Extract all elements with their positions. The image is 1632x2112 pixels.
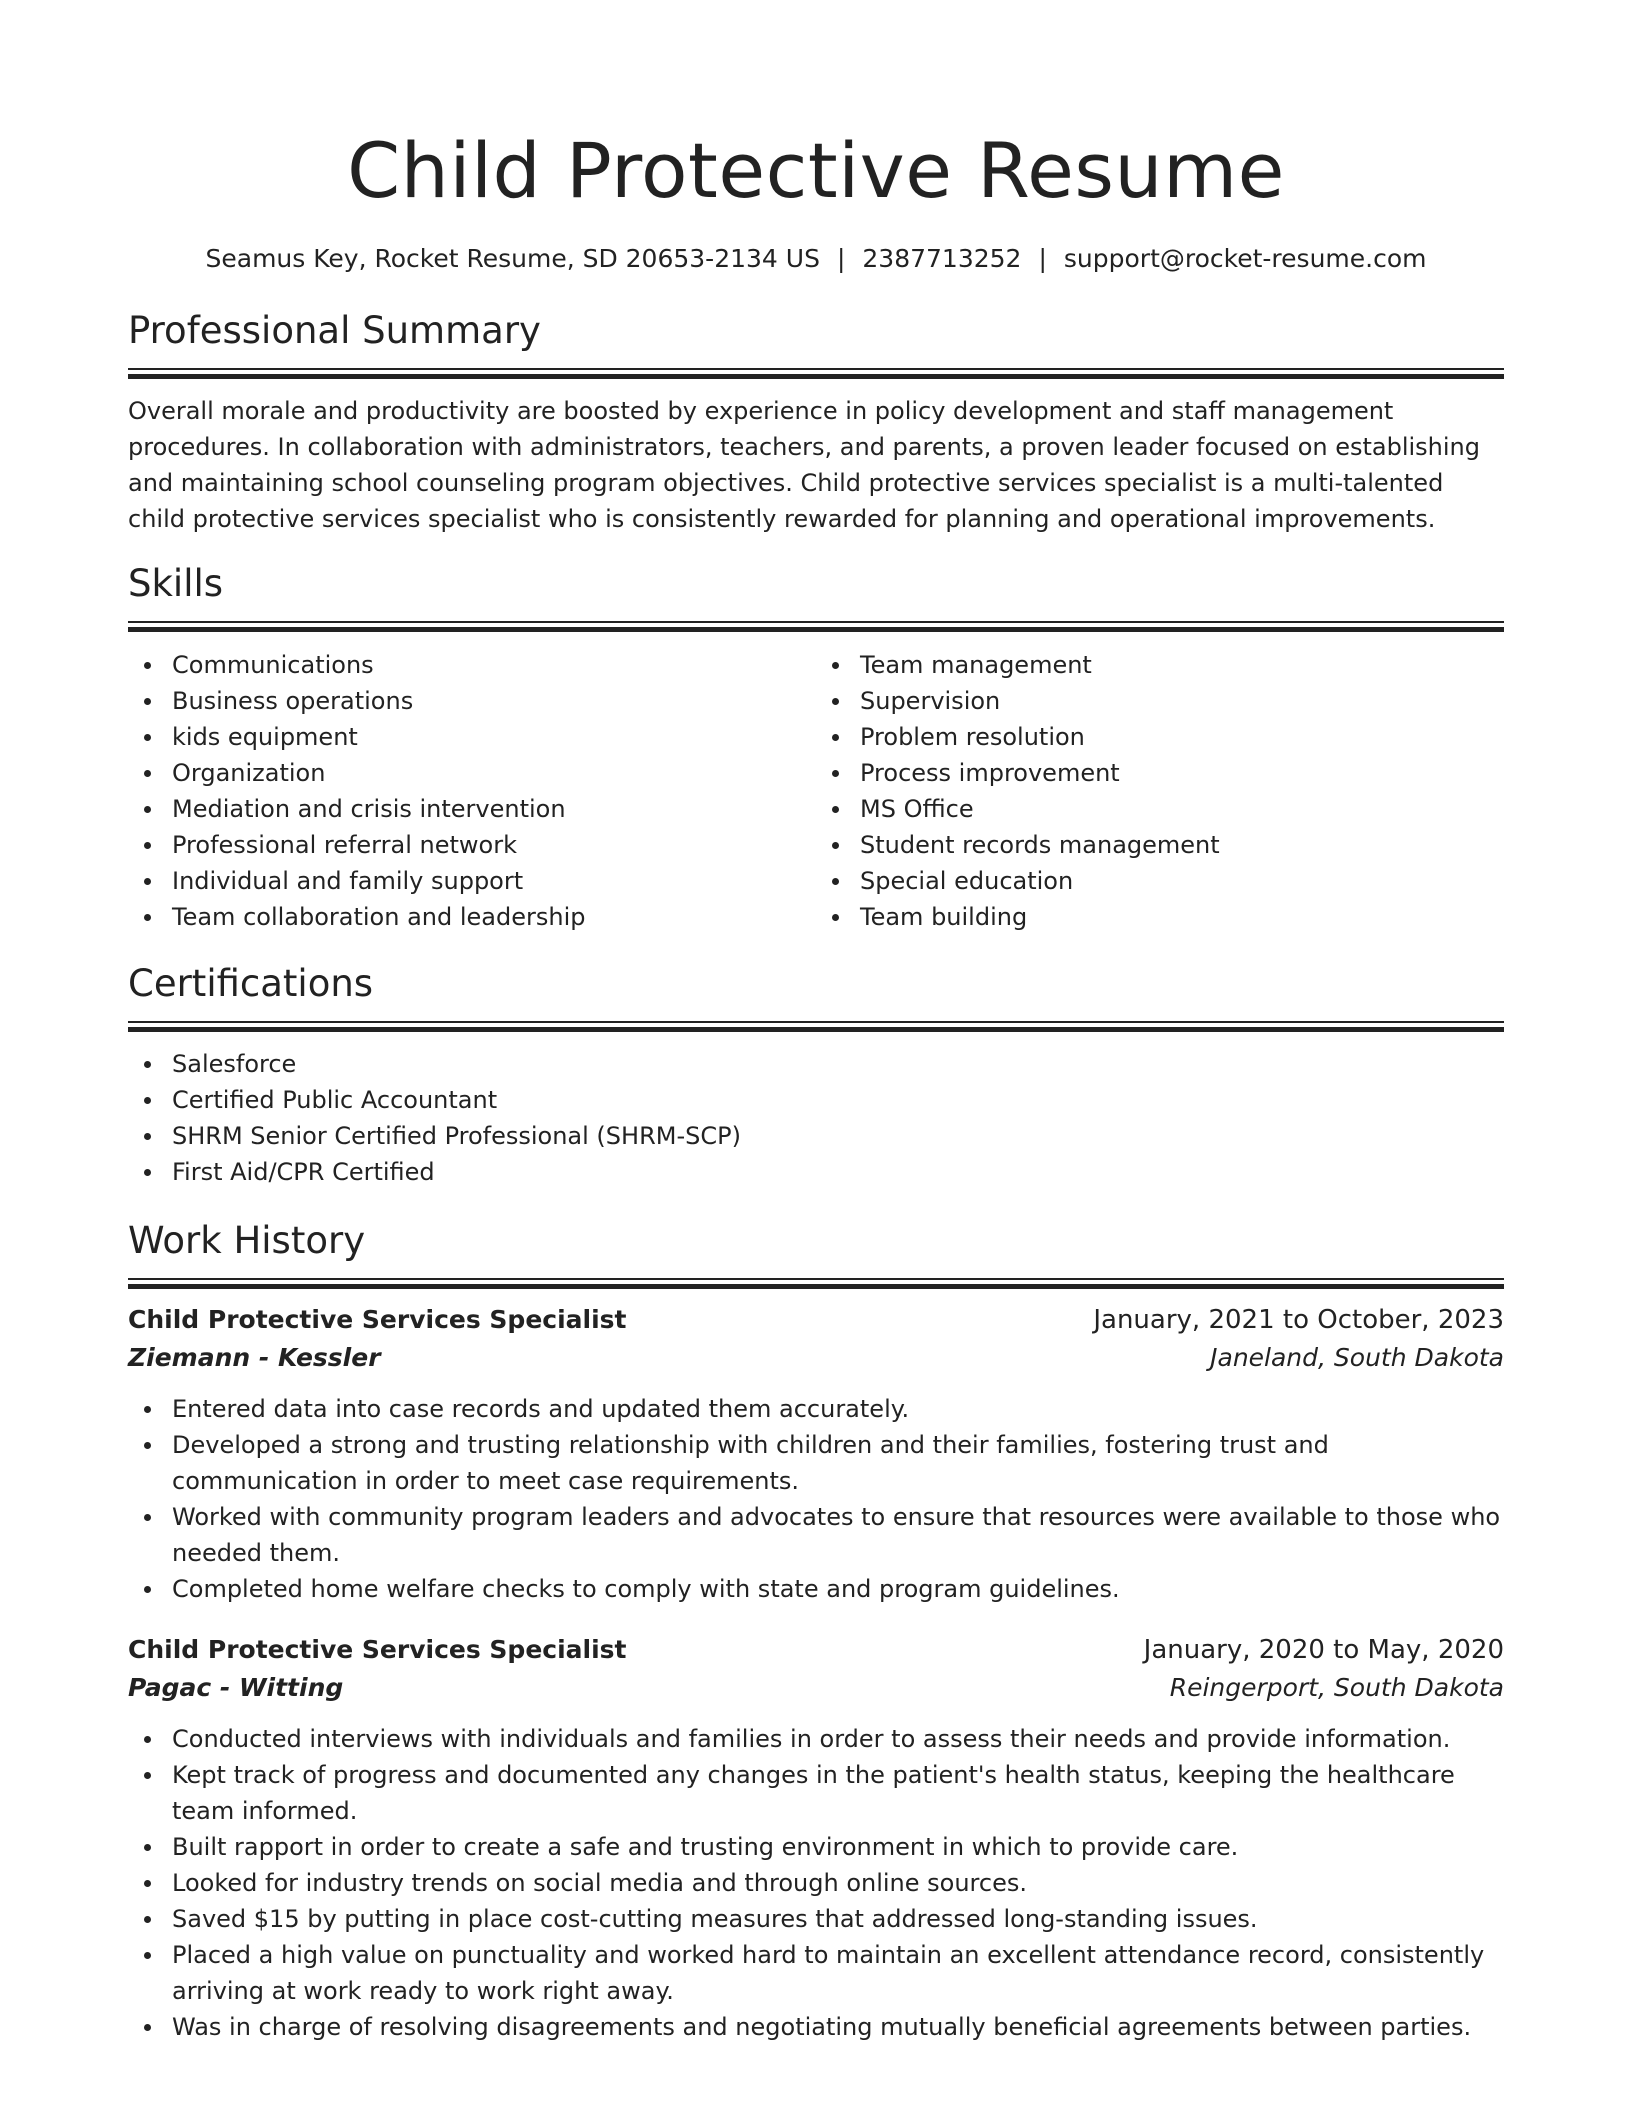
certification-item: Salesforce: [172, 1046, 1504, 1082]
certification-item: SHRM Senior Certified Professional (SHRM-SCP): [172, 1118, 1504, 1154]
job-duty: Conducted interviews with individuals and families in order to assess their needs and provide information.: [172, 1721, 1504, 1757]
contact-separator: |: [836, 244, 846, 273]
contact-line: [128, 242, 1504, 276]
skill-item: Business operations: [172, 683, 816, 719]
section-divider: [128, 621, 1504, 630]
contact-address: Seamus Key, Rocket Resume, SD 20653-2134 US: [205, 244, 820, 273]
job-duties: [128, 1391, 1504, 1607]
job-header: [128, 1631, 1504, 1669]
job-duty: Placed a high value on punctuality and worked hard to maintain an excellent attendance record, consistently arriving at work ready to work right away.: [172, 1937, 1504, 2009]
section-divider: [128, 1021, 1504, 1030]
skills-section: [128, 559, 1504, 935]
job-header: [128, 1301, 1504, 1339]
summary-section: [128, 306, 1504, 537]
skill-item: kids equipment: [172, 719, 816, 755]
certifications-heading: Certifications: [128, 962, 374, 1005]
job-title: Child Protective Services Specialist: [128, 1305, 627, 1334]
job-dates: January, 2021 to October, 2023: [1093, 1305, 1504, 1335]
job-duty: Was in charge of resolving disagreements and negotiating mutually beneficial agreements between parties.: [172, 2009, 1504, 2045]
certifications-section: [128, 959, 1504, 1190]
section-divider: [128, 1278, 1504, 1287]
job-location: Reingerport, South Dakota: [1169, 1673, 1504, 1702]
skill-item: Professional referral network: [172, 827, 816, 863]
job-duties: [128, 1721, 1504, 2045]
resume-title: Child Protective Resume: [347, 126, 1285, 215]
skills-heading: Skills: [128, 562, 224, 605]
job-subheader: [128, 1669, 1504, 1707]
work-history-heading: Work History: [128, 1219, 366, 1262]
summary-heading: Professional Summary: [128, 309, 541, 352]
skills-grid: [128, 647, 1504, 935]
contact-separator: |: [1038, 244, 1047, 273]
skill-item: MS Office: [860, 791, 1504, 827]
job-duty: Entered data into case records and updated them accurately.: [172, 1391, 1504, 1427]
job-entry: [128, 1301, 1504, 1607]
summary-text: Overall morale and productivity are boosted by experience in policy development and staff management procedures. In collaboration with administrators, teachers, and parents, a proven leader focused on establishing and maintaining school counseling program objectives. Child protective services specialist is a multi-talented child protective services specialist who is consistently rewarded for planning and operational improvements.: [128, 397, 1481, 533]
job-company: Ziemann - Kessler: [128, 1343, 381, 1372]
work-history-section: [128, 1216, 1504, 2045]
job-company: Pagac - Witting: [128, 1673, 344, 1702]
contact-phone: 2387713252: [862, 244, 1022, 273]
job-location: Janeland, South Dakota: [1210, 1343, 1504, 1372]
skill-item: Communications: [172, 647, 816, 683]
skill-item: Mediation and crisis intervention: [172, 791, 816, 827]
skill-item: Team collaboration and leadership: [172, 899, 816, 935]
job-duty: Completed home welfare checks to comply with state and program guidelines.: [172, 1571, 1504, 1607]
skill-item: Team management: [860, 647, 1504, 683]
skill-item: Team building: [860, 899, 1504, 935]
job-subheader: [128, 1339, 1504, 1377]
job-duty: Looked for industry trends on social media and through online sources.: [172, 1865, 1504, 1901]
certification-item: First Aid/CPR Certified: [172, 1154, 1504, 1190]
job-duty: Built rapport in order to create a safe and trusting environment in which to provide care.: [172, 1829, 1504, 1865]
certification-item: Certified Public Accountant: [172, 1082, 1504, 1118]
contact-email: support@rocket-resume.com: [1063, 244, 1427, 273]
skill-item: Problem resolution: [860, 719, 1504, 755]
skill-item: Individual and family support: [172, 863, 816, 899]
job-duty: Saved $15 by putting in place cost-cutting measures that addressed long-standing issues.: [172, 1901, 1504, 1937]
job-dates: January, 2020 to May, 2020: [1143, 1635, 1504, 1665]
skills-list-left: [128, 647, 816, 935]
skill-item: Student records management: [860, 827, 1504, 863]
certifications-list: [128, 1046, 1504, 1190]
job-title: Child Protective Services Specialist: [128, 1635, 627, 1664]
skills-list-right: [816, 647, 1504, 935]
job-duty: Worked with community program leaders and advocates to ensure that resources were available to those who needed them.: [172, 1499, 1504, 1571]
skill-item: Supervision: [860, 683, 1504, 719]
job-duty: Kept track of progress and documented any changes in the patient's health status, keeping the healthcare team informed.: [172, 1757, 1504, 1829]
job-entry: [128, 1631, 1504, 2045]
skill-item: Organization: [172, 755, 816, 791]
section-divider: [128, 368, 1504, 377]
job-duty: Developed a strong and trusting relationship with children and their families, fostering trust and communication in order to meet case requirements.: [172, 1427, 1504, 1499]
skill-item: Process improvement: [860, 755, 1504, 791]
skill-item: Special education: [860, 863, 1504, 899]
